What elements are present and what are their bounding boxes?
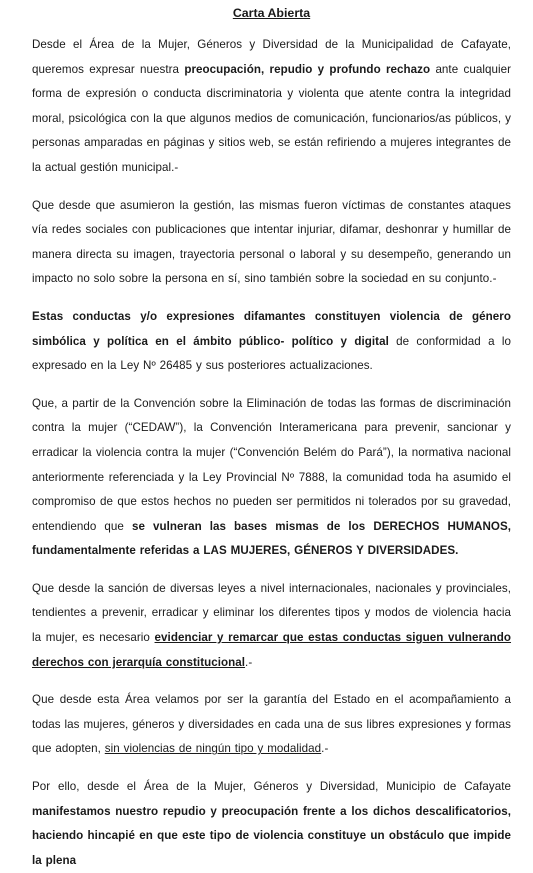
paragraph-conventions (32, 392, 511, 564)
bold-phrase: preocupación, repudio y profundo rechazo (184, 62, 431, 76)
paragraph-violence-definition (32, 305, 511, 379)
paragraph-text: Desde el Área de la Mujer, Géneros y Diversidad de la Municipalidad de Cafayate, queremos expresar nuestra (32, 38, 511, 76)
letter-title: Carta Abierta (232, 6, 311, 20)
paragraph-attacks (32, 194, 511, 292)
bold-phrase: Estas conductas y/o expresiones difamantes constituyen violencia de género simbólica y política en el ámbito público- político y digital (32, 309, 511, 348)
paragraph-text: ante cualquier forma de expresión o conducta discriminatoria y violenta que atente contra la integridad moral, psicológica con la que algunos medios de comunicación, funcionarios/as públicos, y personas amparadas en páginas y sitios web, se están refiriendo a mujeres integrantes de la actual gestión municipal.- (32, 62, 511, 174)
paragraph-text: Que, a partir de la Convención sobre la Eliminación de todas las formas de discriminación contra la mujer (“CEDAW”), la Convención Interamericana para prevenir, sancionar y erradicar la violencia contra la mujer (“Convención Belém do Pará”), la normativa nacional anteriormente referenciada y la Ley Provincial Nº 7888, la comunidad toda ha asumido el compromiso de que estos hechos no pueden ser permitidos ni tolerados por su gravedad, entendiendo que (32, 396, 511, 533)
paragraph-text: Por ello, desde el Área de la Mujer, Géneros y Diversidad, Municipio de Cafayate (32, 780, 511, 794)
bold-phrase: se vulneran las bases mismas de los DERECHOS HUMANOS, fundamentalmente referidas a LAS MUJERES, GÉNEROS Y DIVERSIDADES. (32, 519, 511, 558)
paragraph-intro (32, 33, 511, 181)
paragraph-laws (32, 577, 511, 675)
underlined-phrase: sin violencias de ningún tipo y modalidad (104, 742, 322, 756)
paragraph-text: Que desde la sanción de diversas leyes a nivel internacionales, nacionales y provinciales, tendientes a prevenir, erradicar y eliminar los diferentes tipos y modos de violencia hacia la mujer, es necesario (32, 581, 511, 645)
paragraph-text: .- (245, 655, 253, 669)
paragraph-guarantee (32, 688, 511, 762)
paragraph-conclusion (32, 775, 511, 873)
paragraph-text: .- (321, 742, 329, 756)
paragraph-text: de conformidad a lo expresado en la Ley Nº 26485 y sus posteriores actualizaciones. (32, 334, 511, 373)
paragraph-text: Que desde que asumieron la gestión, las mismas fueron víctimas de constantes ataques vía redes sociales con publicaciones que intentar injuriar, difamar, deshonrar y humillar de manera directa su imagen, trayectoria personal o laboral y su desempeño, generando un impacto no solo sobre la persona en sí, sino también sobre la sociedad en su conjunto.- (32, 198, 511, 286)
bold-phrase: manifestamos nuestro repudio y preocupación frente a los dichos descalificatorios, haciendo hincapié en que este tipo de violencia constituye un obstáculo que impide la plena (32, 804, 511, 867)
bold-underlined-phrase: evidenciar y remarcar que estas conductas siguen vulnerando derechos con jerarquía constitucional (32, 631, 512, 669)
paragraph-text: Que desde esta Área velamos por ser la garantía del Estado en el acompañamiento a todas las mujeres, géneros y diversidades en cada una de sus libres expresiones y formas que adopten, (32, 693, 511, 756)
